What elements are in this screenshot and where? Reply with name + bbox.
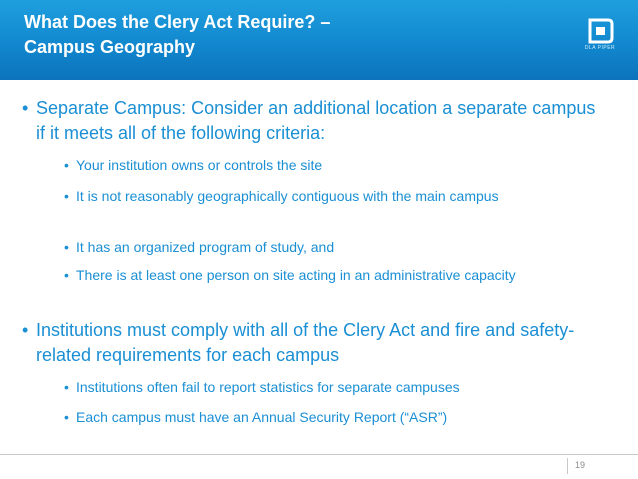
sub-bullet-fail-to-report [64,377,566,397]
page-number: 19 [575,460,586,470]
sub-bullet-administrative-person [64,265,566,285]
bullet-text: Separate Campus: Consider an additional location a separate campus if it meets all of the following criteria: [36,98,596,143]
sub-bullet-text: Institutions often fail to report statistics for separate campuses [76,379,460,395]
bullet-marker: • [22,98,29,118]
bullet-marker: • [22,320,29,340]
logo-mark-icon [586,18,614,44]
bullet-marker: • [64,409,69,425]
logo-text: DLA PIPER [584,45,616,51]
sub-bullet-not-contiguous [64,186,566,206]
sub-bullet-program-of-study [64,237,566,257]
slide-header [0,0,638,80]
bullet-institutions-comply [22,318,596,368]
page-number-divider [567,458,568,474]
bullet-marker: • [64,157,69,173]
sub-bullet-text: It is not reasonably geographically contiguous with the main campus [76,188,499,204]
bullet-marker: • [64,188,69,204]
sub-bullet-text: Your institution owns or controls the site [76,157,323,173]
company-logo [580,18,620,62]
bullet-marker: • [64,239,69,255]
slide-title: What Does the Clery Act Require? – Campus Geography [24,12,331,57]
sub-bullet-text: There is at least one person on site acting in an administrative capacity [76,267,516,283]
bullet-text: Institutions must comply with all of the Clery Act and fire and safety-related requirements for each campus [36,320,575,365]
sub-bullet-text: Each campus must have an Annual Security Report (“ASR”) [76,409,448,425]
bullet-marker: • [64,379,69,395]
sub-bullet-annual-security-report [64,407,566,427]
footer-divider [0,454,638,455]
sub-bullet-owns-site [64,155,566,175]
bullet-separate-campus [22,96,596,146]
sub-bullet-text: It has an organized program of study, and [76,239,335,255]
bullet-marker: • [64,267,69,283]
